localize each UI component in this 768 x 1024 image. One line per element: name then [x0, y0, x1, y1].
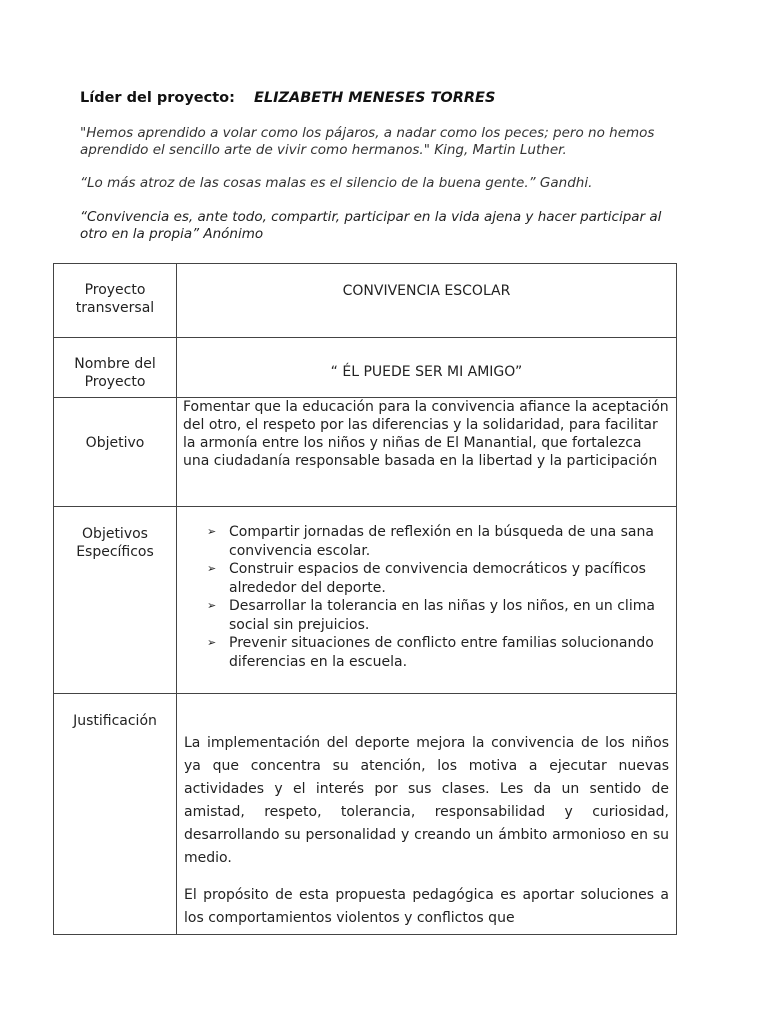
project-name-value: “ ÉL PUEDE SER MI AMIGO”: [330, 364, 523, 380]
label-cell: [54, 264, 177, 338]
objective-text: Fomentar que la educación para la convivencia afiance la aceptación del otro, el respeto por las diferencias y la solidaridad, para facilitar la armonía entre los niños y niñas de El Manantial, que fortalezca una ciudadanía responsable basada en la libertad y la participación: [183, 399, 669, 469]
quote-king: "Hemos aprendido a volar como los pájaros, a nadar como los peces; pero no hemos aprendido el sencillo arte de vivir como hermanos." King, Martin Luther.: [80, 125, 655, 158]
list-item: [207, 560, 656, 597]
leader-name: ELIZABETH MENESES TORRES: [253, 90, 496, 106]
table-row: [54, 338, 677, 398]
list-item-text: Prevenir situaciones de conflicto entre familias solucionando diferencias en la escuela.: [229, 635, 654, 670]
value-cell: [177, 264, 677, 338]
value-cell: [177, 694, 677, 935]
justification-paragraph: La implementación del deporte mejora la convivencia de los niños ya que concentra su atención, los motiva a ejecutar nuevas actividades y el interés por sus clases. Les da un sentido de amistad, respeto, tolerancia, responsabilidad y curiosidad, desarrollando su personalidad y creando un ámbito armonioso en su medio.: [184, 735, 669, 866]
justification-paragraph: El propósito de esta propuesta pedagógica es aportar soluciones a los comportamientos violentos y conflictos que: [184, 887, 669, 926]
arrowhead-bullet-icon: ➢: [207, 599, 217, 612]
value-cell: [177, 338, 677, 398]
label-cell: [54, 338, 177, 398]
table-row: [54, 398, 677, 507]
project-leader-line: [80, 90, 495, 106]
table-row: [54, 264, 677, 338]
row-label-objetivo: Objetivo: [85, 435, 145, 451]
label-cell: [54, 507, 177, 694]
list-item-text: Compartir jornadas de reflexión en la búsqueda de una sana convivencia escolar.: [229, 524, 654, 559]
quote-gandhi: “Lo más atroz de las cosas malas es el silencio de la buena gente.” Gandhi.: [80, 175, 593, 191]
justification-text: [177, 694, 676, 930]
arrowhead-bullet-icon: ➢: [207, 525, 217, 538]
list-item-text: Desarrollar la tolerancia en las niñas y los niños, en un clima social sin prejuicios.: [229, 598, 655, 633]
list-item-text: Construir espacios de convivencia democráticos y pacíficos alrededor del deporte.: [229, 561, 646, 596]
quote-anonimo: “Convivencia es, ante todo, compartir, participar en la vida ajena y hacer participar al otro en la propia” Anónimo: [80, 209, 662, 242]
leader-label: Líder del proyecto:: [80, 90, 235, 106]
arrowhead-bullet-icon: ➢: [207, 636, 217, 649]
table-row: [54, 694, 677, 935]
specific-objectives-list: [207, 523, 656, 671]
row-label-proyecto-transversal: Proyecto transversal: [75, 282, 155, 316]
row-label-justificacion: Justificación: [73, 713, 157, 729]
arrowhead-bullet-icon: ➢: [207, 562, 217, 575]
specific-objectives: [177, 507, 676, 671]
list-item: [207, 597, 656, 634]
value-cell: [177, 398, 677, 507]
label-cell: [54, 398, 177, 507]
project-table: [53, 263, 677, 935]
label-cell: [54, 694, 177, 935]
list-item: [207, 634, 656, 671]
table-row: [54, 507, 677, 694]
list-item: [207, 523, 656, 560]
project-type-value: CONVIVENCIA ESCOLAR: [342, 283, 511, 299]
row-label-objetivos-especificos: Objetivos Específicos: [76, 526, 154, 560]
value-cell: [177, 507, 677, 694]
row-label-nombre-proyecto: Nombre del Proyecto: [74, 356, 156, 390]
